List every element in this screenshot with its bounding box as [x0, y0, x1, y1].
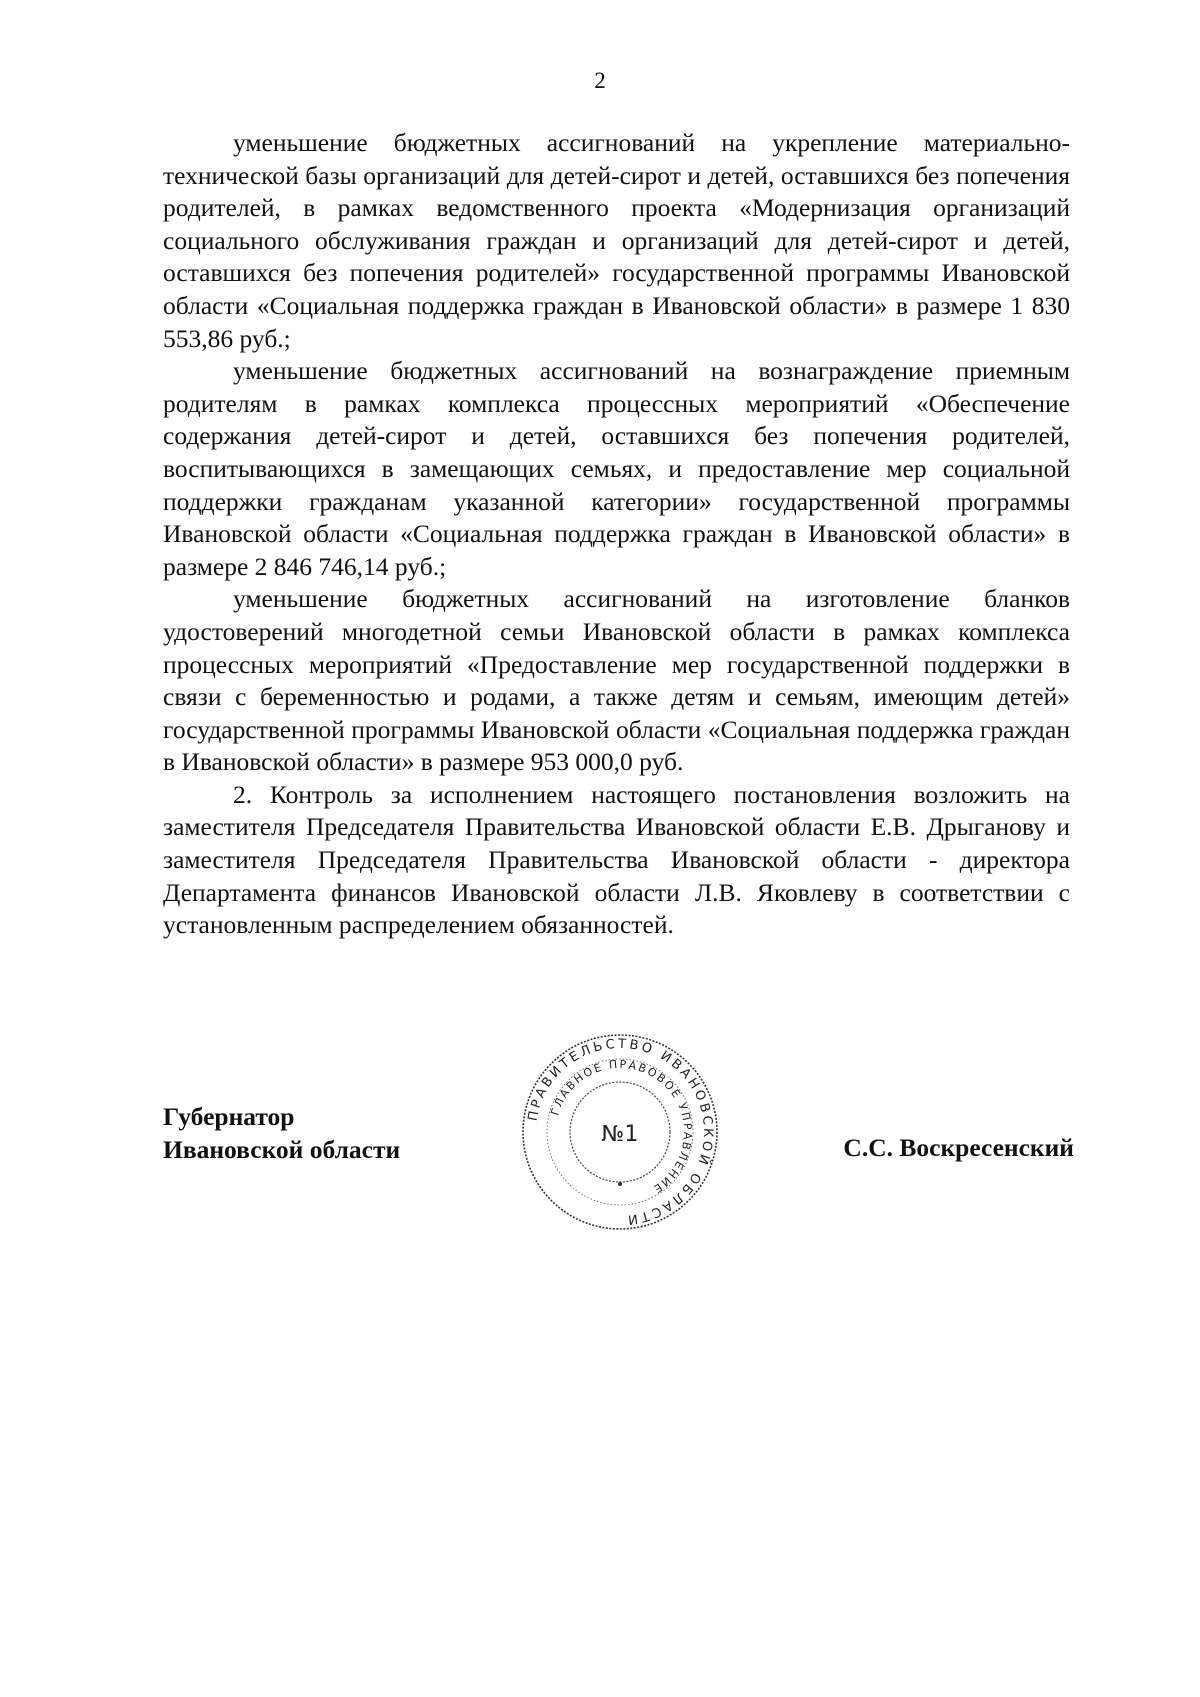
signatory-name: С.С. Воскресенский: [843, 1133, 1074, 1162]
signatory-title: [163, 1100, 400, 1166]
signatory-title-line-1: Губернатор: [163, 1102, 295, 1131]
document-body: [163, 127, 1070, 942]
paragraph-4: 2. Контроль за исполнением настоящего постановления возложить на заместителя Председателя Правительства Ивановской области Е.В. Дрыганову и заместителя Председателя Правительства Ивановской области - директора Департамента финансов Ивановской области Л.В. Яковлеву в соответствии с установленным распределением обязанностей.: [163, 779, 1070, 940]
seal-inner-text: ГЛАВНОЕ ПРАВОВОЕ УПРАВЛЕНИЕ: [548, 1057, 695, 1197]
seal-number: №1: [601, 1122, 639, 1147]
official-seal-stamp: [520, 1032, 720, 1232]
page-number: 2: [594, 68, 606, 93]
paragraph-1: уменьшение бюджетных ассигнований на укрепление материально-технической базы организаций для детей-сирот и детей, оставшихся без попечения родителей, в рамках ведомственного проекта «Модернизация организаций социального обслуживания граждан и организаций для детей-сирот и детей, оставшихся без попечения родителей» государственной программы Ивановской области «Социальная поддержка граждан в Ивановской области» в размере 1 830 553,86 руб.;: [163, 128, 1070, 353]
paragraph-3: уменьшение бюджетных ассигнований на изготовление бланков удостоверений многодетной семьи Ивановской области в рамках комплекса процессных мероприятий «Предоставление мер государственной поддержки в связи с беременностью и родами, а также детям и семьям, имеющим детей» государственной программы Ивановской области «Социальная поддержка граждан в Ивановской области» в размере 953 000,0 руб.: [163, 584, 1070, 777]
paragraph-2: уменьшение бюджетных ассигнований на вознаграждение приемным родителям в рамках комплекса процессных мероприятий «Обеспечение содержания детей-сирот и детей, оставшихся без попечения родителей, воспитывающихся в замещающих семьях, и предоставление мер социальной поддержки гражданам указанной категории» государственной программы Ивановской области «Социальная поддержка граждан в Ивановской области» в размере 2 846 746,14 руб.;: [163, 356, 1070, 581]
signatory-title-line-2: Ивановской области: [163, 1135, 401, 1164]
seal-outer-text: ПРАВИТЕЛЬСТВО ИВАНОВСКОЙ ОБЛАСТИ: [525, 1036, 716, 1228]
